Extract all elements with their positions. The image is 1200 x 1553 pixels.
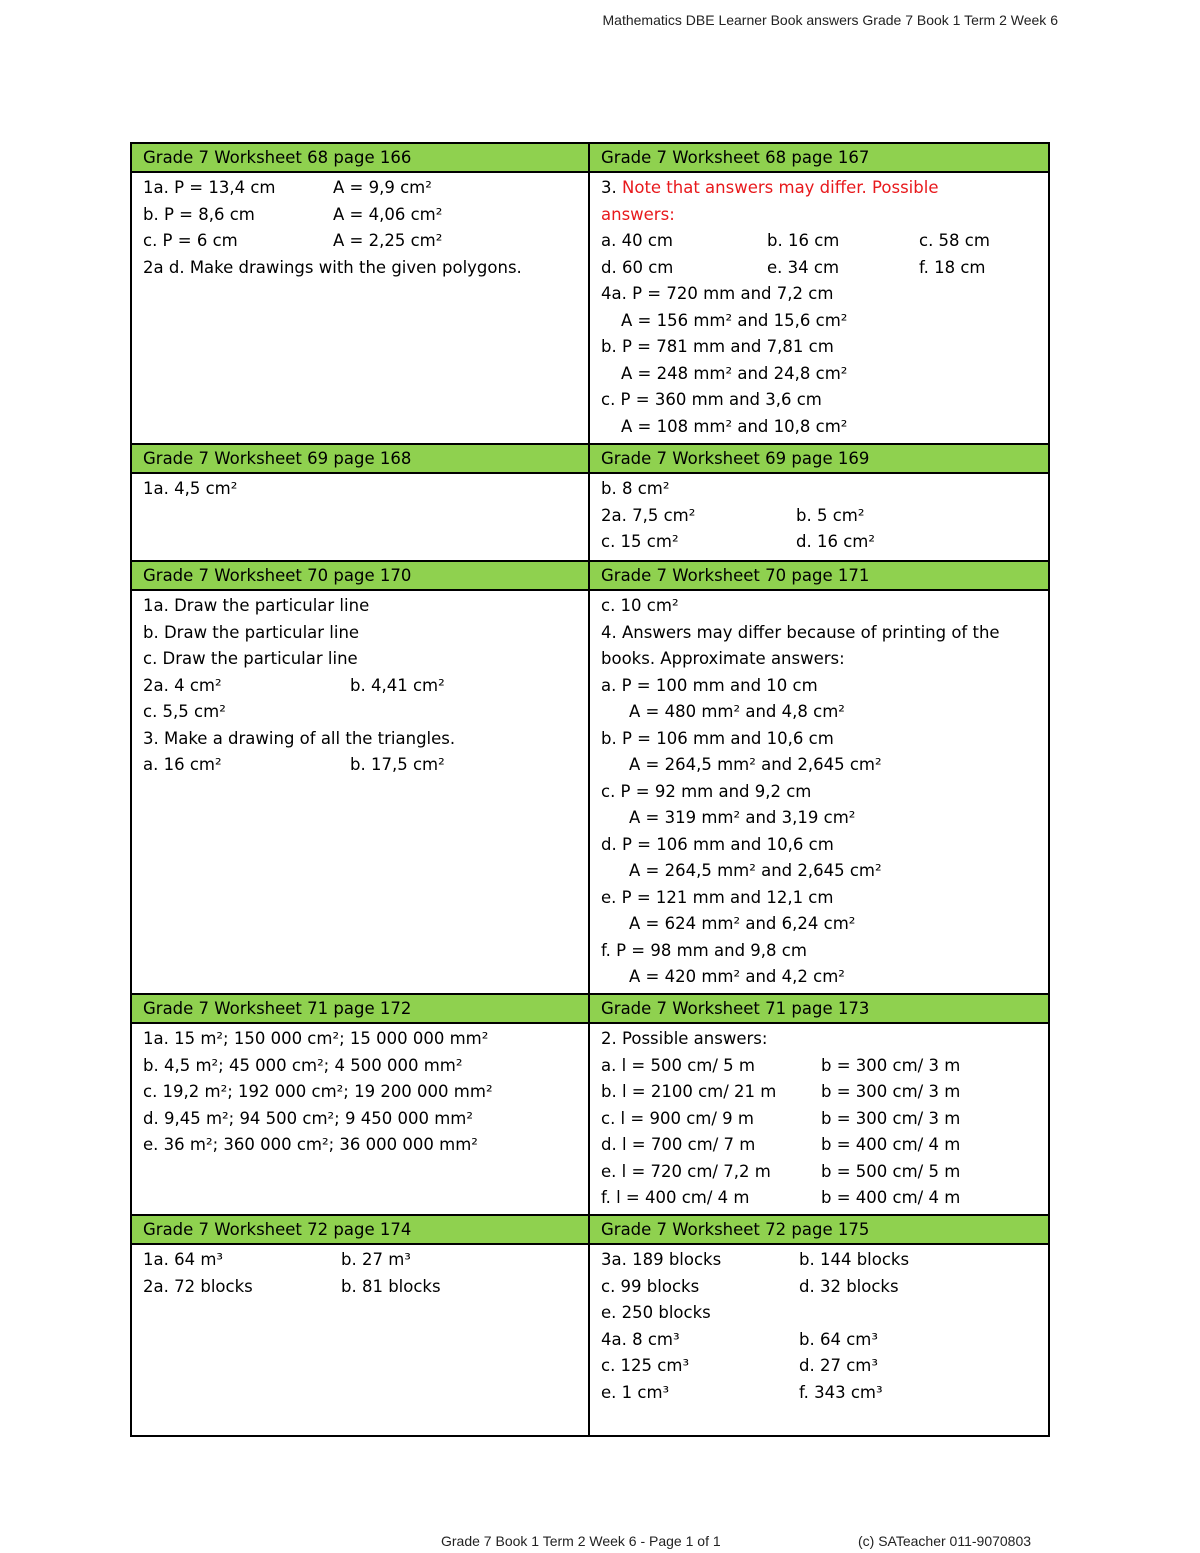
answer-text: 1a. 4,5 cm² <box>143 479 238 498</box>
answer-text: d. 32 blocks <box>799 1276 899 1296</box>
answer-text: c. P = 6 cm <box>143 231 238 250</box>
answer-text: f. l = 400 cm/ 4 m <box>601 1188 750 1207</box>
worksheet-header-row <box>131 994 1049 1023</box>
answer-text: A = 108 mm² and 10,8 cm² <box>621 416 848 436</box>
worksheet-answers-row <box>131 473 1049 561</box>
answer-line <box>601 361 1038 388</box>
answer-text: 2a. 4 cm² <box>143 675 222 695</box>
answer-text: a. l = 500 cm/ 5 m <box>601 1055 756 1075</box>
answer-line <box>601 911 1038 938</box>
answer-line <box>601 593 1038 620</box>
right-answers-cell <box>589 172 1049 444</box>
left-answers-cell <box>131 1244 589 1436</box>
worksheet-heading: Grade 7 Worksheet 68 page 167 <box>589 143 1049 172</box>
answer-text: a. 40 cm <box>601 231 673 250</box>
answer-line <box>143 699 578 726</box>
answer-text: A = 9,9 cm² <box>333 178 432 197</box>
answer-text: b = 500 cm/ 5 m <box>821 1161 961 1181</box>
answer-text: b. 27 m³ <box>341 1250 411 1269</box>
answer-text: f. 343 cm³ <box>799 1382 883 1402</box>
answer-text: c. 99 blocks <box>601 1276 700 1296</box>
answer-text: books. Approximate answers: <box>601 649 845 668</box>
answer-line <box>601 503 1038 530</box>
left-answers-cell <box>131 1023 589 1215</box>
answer-line <box>601 699 1038 726</box>
answer-line <box>143 255 578 282</box>
answer-text: d. 60 cm <box>601 257 674 277</box>
answer-text: b. 81 blocks <box>341 1276 441 1296</box>
answer-text: e. P = 121 mm and 12,1 cm <box>601 887 834 907</box>
answer-text: 4a. 8 cm³ <box>601 1329 680 1349</box>
worksheet-heading: Grade 7 Worksheet 72 page 174 <box>131 1215 589 1244</box>
answer-line <box>601 414 1038 441</box>
answer-line <box>143 646 578 673</box>
answer-text: b = 300 cm/ 3 m <box>821 1055 961 1075</box>
answer-line <box>601 255 1038 282</box>
answer-line <box>601 1380 1038 1407</box>
answer-line <box>601 1159 1038 1186</box>
worksheet-answers-row <box>131 1023 1049 1215</box>
answer-line <box>601 885 1038 912</box>
worksheet-header-row <box>131 143 1049 172</box>
answer-text: c. Draw the particular line <box>143 649 358 668</box>
worksheet-header-row <box>131 1215 1049 1244</box>
answer-text: b. P = 8,6 cm <box>143 204 255 224</box>
answer-text: c. 19,2 m²; 192 000 cm²; 19 200 000 mm² <box>143 1082 493 1101</box>
answer-text: A = 2,25 cm² <box>333 231 443 250</box>
answer-text: a. 16 cm² <box>143 755 222 774</box>
answer-text: d. P = 106 mm and 10,6 cm <box>601 834 834 854</box>
answer-text: A = 264,5 mm² and 2,645 cm² <box>629 861 882 880</box>
worksheet-answers-row <box>131 590 1049 994</box>
answer-text: b = 300 cm/ 3 m <box>821 1108 961 1128</box>
answer-text: c. 15 cm² <box>601 532 679 551</box>
answer-text: A = 264,5 mm² and 2,645 cm² <box>629 755 882 774</box>
answer-line <box>143 1247 578 1274</box>
answer-line <box>143 1053 578 1080</box>
answer-text: b. Draw the particular line <box>143 622 360 642</box>
answer-text: e. 250 blocks <box>601 1303 711 1322</box>
worksheet-header-row <box>131 444 1049 473</box>
answer-text: b. 4,5 m²; 45 000 cm²; 4 500 000 mm² <box>143 1055 463 1075</box>
answer-text: 1a. Draw the particular line <box>143 596 370 615</box>
answer-text: e. l = 720 cm/ 7,2 m <box>601 1161 771 1181</box>
answer-text: c. P = 92 mm and 9,2 cm <box>601 781 812 801</box>
answer-text: c. 5,5 cm² <box>143 702 226 721</box>
answer-line <box>143 726 578 753</box>
worksheet-answers-row <box>131 172 1049 444</box>
answer-text: d. l = 700 cm/ 7 m <box>601 1135 756 1154</box>
answer-line <box>601 334 1038 361</box>
answer-line <box>143 620 578 647</box>
answer-line <box>601 832 1038 859</box>
right-answers-cell <box>589 473 1049 561</box>
answer-line <box>143 1274 578 1301</box>
answer-text: c. l = 900 cm/ 9 m <box>601 1108 754 1128</box>
right-answers-cell <box>589 1023 1049 1215</box>
answer-text: b. P = 106 mm and 10,6 cm <box>601 728 834 748</box>
answer-text: 4. Answers may differ because of printing of the <box>601 622 1000 642</box>
answer-line <box>601 1353 1038 1380</box>
question-number: 3. <box>601 178 622 197</box>
answer-text: A = 248 mm² and 24,8 cm² <box>621 363 848 383</box>
answer-text: A = 4,06 cm² <box>333 204 443 224</box>
answer-line <box>143 228 578 255</box>
worksheet-heading: Grade 7 Worksheet 69 page 168 <box>131 444 589 473</box>
answer-line <box>601 228 1038 255</box>
answer-text: 1a. P = 13,4 cm <box>143 178 276 197</box>
answer-line <box>601 1274 1038 1301</box>
answer-line <box>601 752 1038 779</box>
answer-text: b = 300 cm/ 3 m <box>821 1082 961 1101</box>
answer-line <box>601 308 1038 335</box>
answer-line <box>601 1079 1038 1106</box>
answer-line <box>601 1026 1038 1053</box>
answer-line <box>143 752 578 779</box>
answer-text: A = 420 mm² and 4,2 cm² <box>629 967 845 986</box>
answer-text: e. 34 cm <box>767 257 840 277</box>
answer-text: e. 36 m²; 360 000 cm²; 36 000 000 mm² <box>143 1135 478 1154</box>
answer-text: b. l = 2100 cm/ 21 m <box>601 1082 777 1101</box>
answer-line <box>143 1132 578 1159</box>
page-footer: Grade 7 Book 1 Term 2 Week 6 - Page 1 of 1 <box>441 1533 721 1549</box>
answer-text: 2. Possible answers: <box>601 1029 768 1048</box>
answer-line <box>143 175 578 202</box>
answer-line <box>601 529 1038 556</box>
answer-line <box>601 1106 1038 1133</box>
answer-line <box>601 281 1038 308</box>
answer-note <box>601 175 1038 202</box>
worksheet-answers-row <box>131 1244 1049 1436</box>
left-answers-cell <box>131 590 589 994</box>
answer-text: d. 16 cm² <box>796 532 875 551</box>
worksheet-heading: Grade 7 Worksheet 70 page 170 <box>131 561 589 590</box>
answer-text: b = 400 cm/ 4 m <box>821 1188 961 1207</box>
answer-text: 3a. 189 blocks <box>601 1250 722 1269</box>
answer-text: c. 10 cm² <box>601 596 679 615</box>
answer-line <box>143 202 578 229</box>
answer-line <box>601 620 1038 647</box>
answer-line <box>601 938 1038 965</box>
answer-text: e. 1 cm³ <box>601 1382 670 1402</box>
answer-text: a. P = 100 mm and 10 cm <box>601 675 818 695</box>
worksheet-heading: Grade 7 Worksheet 68 page 166 <box>131 143 589 172</box>
note-text: answers: <box>601 204 675 224</box>
answer-text: 2a. 7,5 cm² <box>601 505 696 525</box>
answer-text: d. 9,45 m²; 94 500 cm²; 9 450 000 mm² <box>143 1108 473 1128</box>
answer-line <box>601 1132 1038 1159</box>
answer-text: b. 64 cm³ <box>799 1329 878 1349</box>
worksheet-heading: Grade 7 Worksheet 71 page 173 <box>589 994 1049 1023</box>
answer-text: b. 4,41 cm² <box>350 675 445 695</box>
answer-line <box>601 964 1038 991</box>
answer-text: A = 156 mm² and 15,6 cm² <box>621 310 848 330</box>
answer-line <box>601 387 1038 414</box>
worksheet-heading: Grade 7 Worksheet 71 page 172 <box>131 994 589 1023</box>
answer-line <box>601 673 1038 700</box>
left-answers-cell <box>131 473 589 561</box>
answer-text: A = 624 mm² and 6,24 cm² <box>629 914 856 933</box>
answer-text: 1a. 15 m²; 150 000 cm²; 15 000 000 mm² <box>143 1029 489 1048</box>
worksheet-heading: Grade 7 Worksheet 72 page 175 <box>589 1215 1049 1244</box>
right-answers-cell <box>589 1244 1049 1436</box>
answer-line <box>601 805 1038 832</box>
answer-text: f. 18 cm <box>919 257 986 277</box>
answer-line <box>143 593 578 620</box>
answer-text: 2a. 72 blocks <box>143 1276 253 1296</box>
answer-line <box>601 1053 1038 1080</box>
answer-text: d. 27 cm³ <box>799 1356 878 1375</box>
answer-line <box>601 1327 1038 1354</box>
answer-line <box>601 1300 1038 1327</box>
left-answers-cell <box>131 172 589 444</box>
answer-text: b. P = 781 mm and 7,81 cm <box>601 337 834 356</box>
note-text: Note that answers may differ. Possible <box>622 178 939 197</box>
answer-text: b. 144 blocks <box>799 1250 910 1269</box>
answer-text: A = 319 mm² and 3,19 cm² <box>629 808 856 827</box>
answers-table <box>130 142 1050 1437</box>
answer-text: b = 400 cm/ 4 m <box>821 1135 961 1154</box>
answer-line <box>601 1185 1038 1212</box>
answer-line <box>143 673 578 700</box>
answer-text: b. 8 cm² <box>601 479 670 498</box>
answer-line <box>143 1026 578 1053</box>
answer-text: c. 58 cm <box>919 231 990 250</box>
answer-line <box>601 779 1038 806</box>
answer-line <box>601 858 1038 885</box>
answer-line <box>601 726 1038 753</box>
answer-text: c. 125 cm³ <box>601 1356 690 1375</box>
answer-text: c. P = 360 mm and 3,6 cm <box>601 390 822 409</box>
answer-text: f. P = 98 mm and 9,8 cm <box>601 940 807 960</box>
copyright-footer: (c) SATeacher 011-9070803 <box>858 1533 1032 1549</box>
answer-line <box>143 476 578 503</box>
worksheet-header-row <box>131 561 1049 590</box>
right-answers-cell <box>589 590 1049 994</box>
answer-line <box>601 1247 1038 1274</box>
worksheet-heading: Grade 7 Worksheet 70 page 171 <box>589 561 1049 590</box>
answer-line <box>601 476 1038 503</box>
answer-text: A = 480 mm² and 4,8 cm² <box>629 702 845 721</box>
page-header: Mathematics DBE Learner Book answers Grade 7 Book 1 Term 2 Week 6 <box>602 12 1058 28</box>
answer-text: 2a d. Make drawings with the given polygons. <box>143 257 522 277</box>
answer-text: 3. Make a drawing of all the triangles. <box>143 728 456 748</box>
answer-line <box>601 646 1038 673</box>
answer-line <box>143 1106 578 1133</box>
answer-text: b. 16 cm <box>767 231 840 250</box>
worksheet-heading: Grade 7 Worksheet 69 page 169 <box>589 444 1049 473</box>
answer-line <box>143 1079 578 1106</box>
answer-text: 4a. P = 720 mm and 7,2 cm <box>601 284 834 303</box>
answer-text: b. 17,5 cm² <box>350 755 445 774</box>
answer-text: 1a. 64 m³ <box>143 1250 224 1269</box>
answer-text: b. 5 cm² <box>796 505 865 525</box>
